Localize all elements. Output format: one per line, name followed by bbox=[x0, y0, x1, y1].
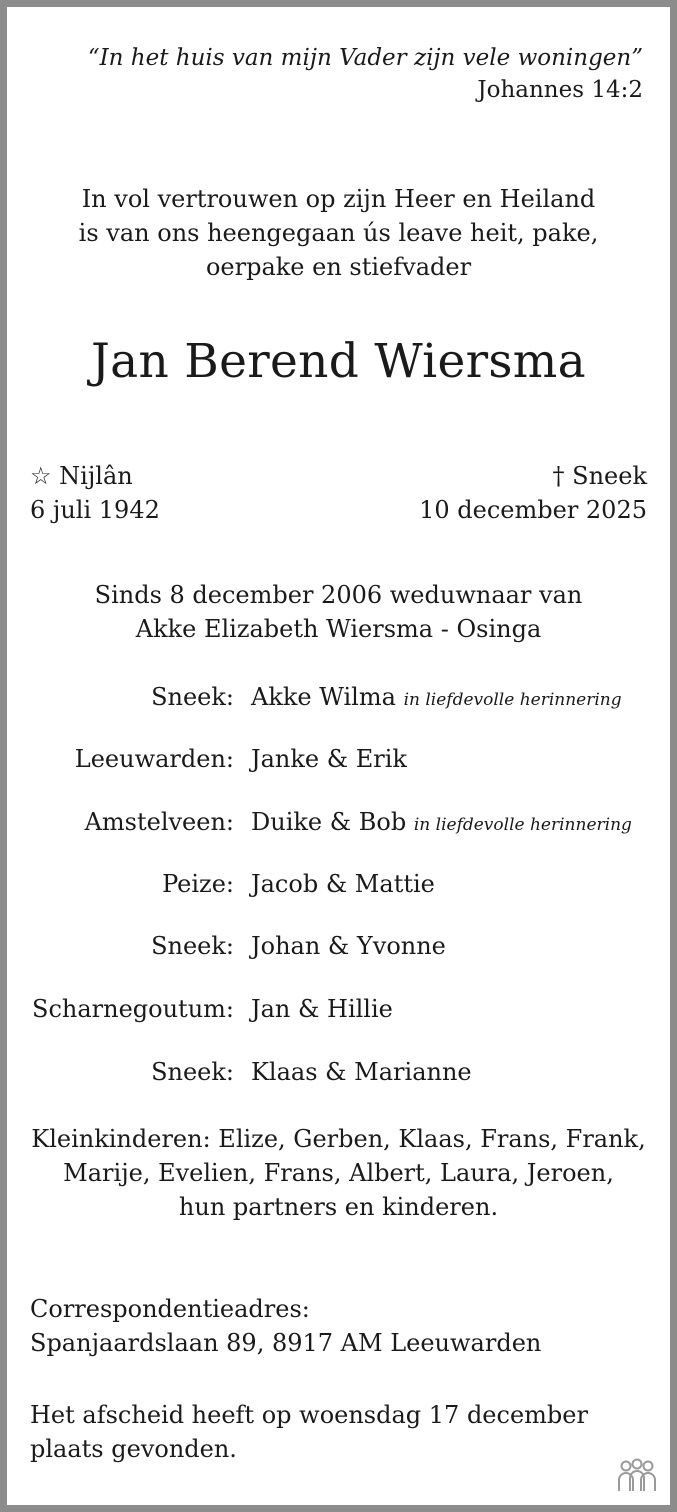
family-row bbox=[0, 995, 677, 1035]
birth-place: ☆ Nijlân bbox=[30, 462, 133, 490]
family-place: Sneek: bbox=[151, 683, 234, 711]
widower-line-1: Sinds 8 december 2006 weduwnaar van bbox=[94, 581, 583, 609]
intro-text bbox=[0, 182, 677, 284]
family-names-text: Jacob & Mattie bbox=[251, 870, 435, 898]
family-row bbox=[0, 808, 677, 848]
farewell-line-1: Het afscheid heeft op woensdag 17 december bbox=[30, 1401, 588, 1429]
family-row bbox=[0, 683, 677, 723]
family-row bbox=[0, 932, 677, 972]
grandchildren-line-2: Marije, Evelien, Frans, Albert, Laura, Jeroen, bbox=[63, 1159, 614, 1187]
death-place: † Sneek bbox=[552, 462, 647, 490]
correspondence-address bbox=[30, 1292, 541, 1360]
death-info bbox=[419, 459, 647, 527]
widower-text bbox=[0, 578, 677, 646]
intro-line-1: In vol vertrouwen op zijn Heer en Heiland bbox=[81, 185, 596, 213]
people-group-icon bbox=[617, 1458, 657, 1494]
family-names bbox=[251, 870, 435, 898]
family-row bbox=[0, 1058, 677, 1098]
family-names-text: Duike & Bob bbox=[251, 808, 407, 836]
death-date: 10 december 2025 bbox=[419, 496, 647, 524]
birth-info bbox=[30, 459, 160, 527]
family-note: in liefdevolle herinnering bbox=[403, 690, 622, 710]
family-row bbox=[0, 870, 677, 910]
family-names bbox=[251, 1058, 472, 1086]
family-names-text: Janke & Erik bbox=[251, 745, 407, 773]
family-names-text: Johan & Yvonne bbox=[251, 932, 446, 960]
family-names bbox=[251, 995, 393, 1023]
family-place: Scharnegoutum: bbox=[32, 995, 234, 1023]
family-place: Amstelveen: bbox=[84, 808, 234, 836]
family-names-text: Klaas & Marianne bbox=[251, 1058, 472, 1086]
widower-line-2: Akke Elizabeth Wiersma - Osinga bbox=[135, 615, 542, 643]
farewell-line-2: plaats gevonden. bbox=[30, 1435, 237, 1463]
family-names bbox=[251, 745, 407, 773]
deceased-name: Jan Berend Wiersma bbox=[91, 334, 586, 389]
family-note: in liefdevolle herinnering bbox=[413, 815, 632, 835]
bible-quote bbox=[88, 42, 643, 106]
correspondence-street: Spanjaardslaan 89, 8917 AM Leeuwarden bbox=[30, 1329, 542, 1357]
family-names bbox=[251, 808, 632, 836]
family-names bbox=[251, 932, 446, 960]
grandchildren-text bbox=[0, 1122, 677, 1224]
farewell-text bbox=[30, 1398, 588, 1466]
intro-line-2: is van ons heengegaan ús leave heit, pake, bbox=[78, 219, 599, 247]
grandchildren-line-3: hun partners en kinderen. bbox=[178, 1193, 499, 1221]
family-place: Sneek: bbox=[151, 932, 234, 960]
family-row bbox=[0, 745, 677, 785]
family-names-text: Jan & Hillie bbox=[251, 995, 393, 1023]
family-place: Leeuwarden: bbox=[74, 745, 234, 773]
correspondence-label: Correspondentieadres: bbox=[30, 1295, 310, 1323]
family-place: Sneek: bbox=[151, 1058, 234, 1086]
intro-line-3: oerpake en stiefvader bbox=[205, 253, 472, 281]
birth-date: 6 juli 1942 bbox=[30, 496, 160, 524]
quote-reference: Johannes 14:2 bbox=[477, 77, 643, 103]
grandchildren-line-1: Kleinkinderen: Elize, Gerben, Klaas, Frans, Frank, bbox=[31, 1125, 646, 1153]
quote-text: “In het huis van mijn Vader zijn vele woningen” bbox=[87, 45, 643, 71]
family-place: Peize: bbox=[162, 870, 234, 898]
family-names-text: Akke Wilma bbox=[251, 683, 396, 711]
family-names bbox=[251, 683, 622, 711]
